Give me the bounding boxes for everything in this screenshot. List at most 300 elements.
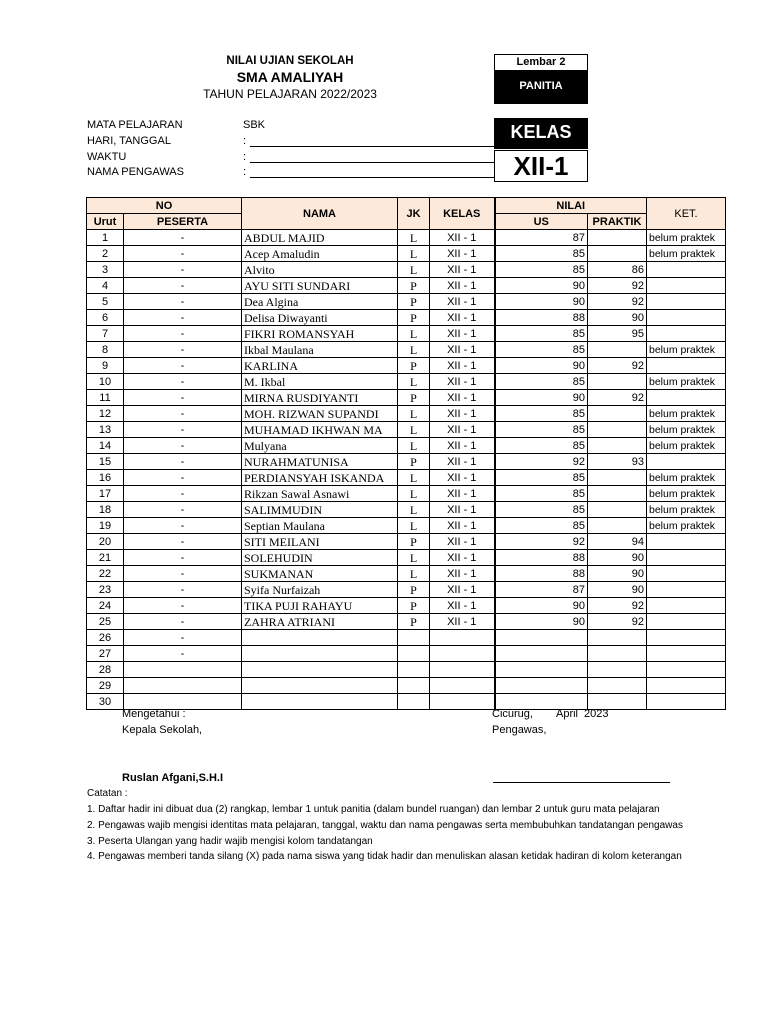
cell-ket (647, 262, 726, 278)
cell-nama: ZAHRA ATRIANI (242, 614, 398, 630)
cell-nama (242, 662, 398, 678)
cell-jk: L (398, 502, 430, 518)
cell-praktik (588, 662, 647, 678)
cell-ket: belum praktek (647, 406, 726, 422)
info-label-supervisor: NAMA PENGAWAS (87, 166, 184, 178)
cell-ket (647, 326, 726, 342)
cell-ket (647, 630, 726, 646)
kelas-value: XII-1 (494, 150, 588, 182)
cell-us: 85 (495, 486, 588, 502)
cell-urut: 25 (87, 614, 124, 630)
cell-peserta: - (124, 454, 242, 470)
cell-us: 90 (495, 614, 588, 630)
cell-jk: L (398, 422, 430, 438)
cell-peserta: - (124, 534, 242, 550)
table-row (87, 598, 726, 614)
cell-jk: L (398, 566, 430, 582)
cell-kelas: XII - 1 (430, 230, 495, 246)
cell-praktik (588, 630, 647, 646)
cell-jk: P (398, 278, 430, 294)
cell-us: 90 (495, 358, 588, 374)
cell-us: 88 (495, 566, 588, 582)
cell-praktik: 86 (588, 262, 647, 278)
date-fill-line (250, 146, 494, 147)
cell-urut: 13 (87, 422, 124, 438)
cell-peserta: - (124, 566, 242, 582)
cell-urut: 8 (87, 342, 124, 358)
cell-nama: Rikzan Sawal Asnawi (242, 486, 398, 502)
academic-year: TAHUN PELAJARAN 2022/2023 (203, 87, 377, 101)
cell-nama: SITI MEILANI (242, 534, 398, 550)
cell-us: 85 (495, 374, 588, 390)
info-value-subject: SBK (243, 119, 266, 131)
cell-peserta: - (124, 486, 242, 502)
cell-peserta: - (124, 470, 242, 486)
table-row (87, 342, 726, 358)
table-row (87, 406, 726, 422)
cell-nama: Acep Amaludin (242, 246, 398, 262)
cell-nama: Delisa Diwayanti (242, 310, 398, 326)
cell-ket (647, 582, 726, 598)
cell-urut: 29 (87, 678, 124, 694)
cell-peserta: - (124, 358, 242, 374)
info-value-supervisor: : (243, 166, 247, 178)
table-row (87, 678, 726, 694)
cell-jk: L (398, 326, 430, 342)
cell-kelas: XII - 1 (430, 598, 495, 614)
supervisor-signature-line (493, 782, 670, 783)
cell-nama: TIKA PUJI RAHAYU (242, 598, 398, 614)
cell-jk (398, 630, 430, 646)
cell-praktik: 90 (588, 566, 647, 582)
cell-kelas: XII - 1 (430, 486, 495, 502)
cell-kelas (430, 630, 495, 646)
info-label-time: WAKTU (87, 151, 127, 163)
copy-for-badge: PANITIA (494, 70, 588, 104)
cell-kelas: XII - 1 (430, 262, 495, 278)
cell-ket (647, 278, 726, 294)
header-nama: NAMA (242, 198, 398, 230)
table-row (87, 534, 726, 550)
cell-urut: 16 (87, 470, 124, 486)
cell-jk: L (398, 246, 430, 262)
cell-urut: 17 (87, 486, 124, 502)
cell-kelas: XII - 1 (430, 566, 495, 582)
table-row (87, 662, 726, 678)
cell-praktik (588, 470, 647, 486)
cell-urut: 24 (87, 598, 124, 614)
cell-nama: MIRNA RUSDIYANTI (242, 390, 398, 406)
cell-us: 88 (495, 310, 588, 326)
cell-nama: MOH. RIZWAN SUPANDI (242, 406, 398, 422)
cell-jk: L (398, 550, 430, 566)
sheet-label: Lembar 2 (494, 54, 588, 71)
cell-us: 85 (495, 406, 588, 422)
cell-kelas: XII - 1 (430, 374, 495, 390)
cell-urut: 30 (87, 694, 124, 710)
cell-kelas: XII - 1 (430, 326, 495, 342)
cell-kelas (430, 662, 495, 678)
cell-jk: P (398, 390, 430, 406)
cell-ket (647, 614, 726, 630)
cell-urut: 27 (87, 646, 124, 662)
cell-urut: 9 (87, 358, 124, 374)
cell-us: 85 (495, 262, 588, 278)
cell-jk: P (398, 454, 430, 470)
cell-jk: P (398, 598, 430, 614)
cell-peserta: - (124, 438, 242, 454)
cell-praktik: 93 (588, 454, 647, 470)
cell-us: 90 (495, 294, 588, 310)
header-praktik: PRAKTIK (588, 214, 647, 230)
cell-kelas: XII - 1 (430, 246, 495, 262)
cell-urut: 18 (87, 502, 124, 518)
cell-ket (647, 390, 726, 406)
table-row (87, 374, 726, 390)
cell-urut: 26 (87, 630, 124, 646)
cell-kelas: XII - 1 (430, 550, 495, 566)
cell-nama: Ikbal Maulana (242, 342, 398, 358)
table-row (87, 246, 726, 262)
cell-nama: SOLEHUDIN (242, 550, 398, 566)
note-item: 1. Daftar hadir ini dibuat dua (2) rangkap, lembar 1 untuk panitia (dalam bundel ruangan) dan lembar 2 untuk guru mata pelajaran (87, 804, 660, 815)
cell-urut: 23 (87, 582, 124, 598)
table-row (87, 582, 726, 598)
headmaster-title: Kepala Sekolah, (122, 724, 203, 736)
cell-ket (647, 598, 726, 614)
cell-nama (242, 678, 398, 694)
header-jk: JK (398, 198, 430, 230)
cell-jk: L (398, 438, 430, 454)
cell-jk (398, 662, 430, 678)
cell-kelas: XII - 1 (430, 294, 495, 310)
cell-ket (647, 694, 726, 710)
cell-nama (242, 646, 398, 662)
cell-jk: L (398, 486, 430, 502)
cell-ket: belum praktek (647, 486, 726, 502)
cell-jk (398, 646, 430, 662)
grades-table (86, 197, 726, 710)
cell-ket (647, 662, 726, 678)
cell-us: 85 (495, 422, 588, 438)
cell-ket (647, 550, 726, 566)
cell-urut: 21 (87, 550, 124, 566)
cell-us: 85 (495, 518, 588, 534)
cell-praktik: 90 (588, 310, 647, 326)
cell-peserta: - (124, 502, 242, 518)
table-row (87, 470, 726, 486)
cell-us (495, 646, 588, 662)
cell-kelas: XII - 1 (430, 358, 495, 374)
cell-jk: L (398, 342, 430, 358)
cell-praktik: 90 (588, 550, 647, 566)
cell-nama: KARLINA (242, 358, 398, 374)
cell-peserta: - (124, 294, 242, 310)
cell-ket: belum praktek (647, 470, 726, 486)
cell-praktik (588, 678, 647, 694)
headmaster-name: Ruslan Afgani,S.H.I (122, 772, 224, 784)
cell-urut: 10 (87, 374, 124, 390)
table-row (87, 486, 726, 502)
cell-praktik (588, 486, 647, 502)
cell-praktik: 90 (588, 582, 647, 598)
table-row (87, 566, 726, 582)
cell-praktik (588, 502, 647, 518)
cell-jk: L (398, 518, 430, 534)
cell-kelas: XII - 1 (430, 422, 495, 438)
cell-peserta: - (124, 310, 242, 326)
cell-kelas: XII - 1 (430, 582, 495, 598)
cell-praktik: 92 (588, 598, 647, 614)
cell-nama: Dea Algina (242, 294, 398, 310)
cell-kelas: XII - 1 (430, 342, 495, 358)
cell-peserta: - (124, 278, 242, 294)
cell-praktik (588, 646, 647, 662)
cell-ket (647, 646, 726, 662)
cell-peserta: - (124, 582, 242, 598)
cell-jk (398, 694, 430, 710)
cell-ket (647, 294, 726, 310)
cell-praktik (588, 518, 647, 534)
cell-urut: 11 (87, 390, 124, 406)
cell-praktik: 92 (588, 358, 647, 374)
cell-nama: MUHAMAD IKHWAN MA (242, 422, 398, 438)
table-row (87, 438, 726, 454)
cell-praktik (588, 246, 647, 262)
header-us: US (495, 214, 588, 230)
cell-us: 85 (495, 246, 588, 262)
cell-peserta: - (124, 390, 242, 406)
cell-kelas: XII - 1 (430, 502, 495, 518)
cell-us: 85 (495, 502, 588, 518)
cell-kelas: XII - 1 (430, 310, 495, 326)
signing-year: 2023 (584, 708, 609, 720)
cell-nama: ABDUL MAJID (242, 230, 398, 246)
cell-peserta: - (124, 406, 242, 422)
cell-urut: 1 (87, 230, 124, 246)
cell-peserta: - (124, 646, 242, 662)
cell-kelas (430, 678, 495, 694)
supervisor-fill-line (250, 177, 494, 178)
cell-nama: Syifa Nurfaizah (242, 582, 398, 598)
cell-us: 85 (495, 470, 588, 486)
cell-us: 92 (495, 454, 588, 470)
cell-jk: P (398, 614, 430, 630)
cell-us: 85 (495, 438, 588, 454)
cell-jk: P (398, 358, 430, 374)
header-kelas: KELAS (430, 198, 495, 230)
kelas-label: KELAS (494, 118, 588, 149)
cell-nama (242, 630, 398, 646)
cell-jk: L (398, 470, 430, 486)
cell-peserta: - (124, 326, 242, 342)
table-row (87, 230, 726, 246)
cell-urut: 22 (87, 566, 124, 582)
notes-heading: Catatan : (87, 788, 128, 799)
cell-ket (647, 566, 726, 582)
cell-peserta (124, 678, 242, 694)
cell-urut: 2 (87, 246, 124, 262)
cell-nama (242, 694, 398, 710)
cell-kelas: XII - 1 (430, 390, 495, 406)
cell-nama: M. Ikbal (242, 374, 398, 390)
info-label-subject: MATA PELAJARAN (87, 119, 183, 131)
table-row (87, 518, 726, 534)
cell-us (495, 662, 588, 678)
cell-peserta: - (124, 262, 242, 278)
cell-peserta: - (124, 422, 242, 438)
cell-kelas: XII - 1 (430, 406, 495, 422)
exam-title: NILAI UJIAN SEKOLAH (226, 55, 354, 67)
cell-praktik: 92 (588, 614, 647, 630)
cell-praktik (588, 342, 647, 358)
cell-jk: L (398, 262, 430, 278)
header-ket: KET. (647, 198, 726, 230)
cell-praktik: 92 (588, 390, 647, 406)
cell-kelas: XII - 1 (430, 614, 495, 630)
cell-peserta: - (124, 246, 242, 262)
cell-kelas: XII - 1 (430, 438, 495, 454)
table-row (87, 358, 726, 374)
signing-month: April (556, 708, 579, 720)
cell-nama: Mulyana (242, 438, 398, 454)
cell-nama: AYU SITI SUNDARI (242, 278, 398, 294)
cell-urut: 6 (87, 310, 124, 326)
table-row (87, 262, 726, 278)
header-no: NO (87, 198, 242, 214)
cell-nama: NURAHMATUNISA (242, 454, 398, 470)
cell-us: 85 (495, 342, 588, 358)
cell-nama: Septian Maulana (242, 518, 398, 534)
cell-ket: belum praktek (647, 374, 726, 390)
header-nilai: NILAI (495, 198, 647, 214)
cell-jk: P (398, 534, 430, 550)
cell-jk: L (398, 374, 430, 390)
grades-table-body (87, 230, 726, 710)
cell-us: 85 (495, 326, 588, 342)
table-row (87, 390, 726, 406)
cell-praktik: 92 (588, 294, 647, 310)
cell-peserta: - (124, 598, 242, 614)
cell-peserta (124, 662, 242, 678)
cell-nama: SALIMMUDIN (242, 502, 398, 518)
cell-us (495, 678, 588, 694)
cell-peserta: - (124, 342, 242, 358)
school-name: SMA AMALIYAH (236, 69, 344, 85)
cell-nama: PERDIANSYAH ISKANDA (242, 470, 398, 486)
cell-urut: 5 (87, 294, 124, 310)
cell-praktik (588, 406, 647, 422)
note-item: 3. Peserta Ulangan yang hadir wajib mengisi kolom tandatangan (87, 836, 373, 847)
note-item: 2. Pengawas wajib mengisi identitas mata pelajaran, tanggal, waktu dan nama pengawas serta membubuhkan tandatangan pengawas (87, 820, 683, 831)
cell-nama: FIKRI ROMANSYAH (242, 326, 398, 342)
cell-nama: SUKMANAN (242, 566, 398, 582)
cell-urut: 7 (87, 326, 124, 342)
cell-ket (647, 678, 726, 694)
cell-praktik (588, 374, 647, 390)
cell-ket: belum praktek (647, 230, 726, 246)
acknowledged-label: Mengetahui : (122, 708, 186, 720)
cell-kelas (430, 694, 495, 710)
cell-kelas: XII - 1 (430, 534, 495, 550)
table-row (87, 502, 726, 518)
cell-jk (398, 678, 430, 694)
cell-praktik (588, 422, 647, 438)
cell-peserta: - (124, 518, 242, 534)
cell-kelas: XII - 1 (430, 470, 495, 486)
table-row (87, 630, 726, 646)
cell-us: 87 (495, 582, 588, 598)
time-fill-line (250, 162, 494, 163)
cell-us: 92 (495, 534, 588, 550)
cell-praktik: 95 (588, 326, 647, 342)
cell-peserta: - (124, 230, 242, 246)
table-row (87, 422, 726, 438)
cell-peserta: - (124, 614, 242, 630)
table-row (87, 278, 726, 294)
info-value-time: : (243, 151, 247, 163)
cell-us: 90 (495, 390, 588, 406)
table-row (87, 326, 726, 342)
table-row (87, 614, 726, 630)
cell-jk: P (398, 310, 430, 326)
table-row (87, 454, 726, 470)
cell-us (495, 630, 588, 646)
header-peserta: PESERTA (124, 214, 242, 230)
cell-urut: 15 (87, 454, 124, 470)
cell-jk: P (398, 294, 430, 310)
cell-ket: belum praktek (647, 246, 726, 262)
cell-ket: belum praktek (647, 342, 726, 358)
cell-urut: 20 (87, 534, 124, 550)
info-label-date: HARI, TANGGAL (87, 135, 171, 147)
info-value-date: : (243, 135, 247, 147)
cell-praktik: 94 (588, 534, 647, 550)
cell-ket: belum praktek (647, 438, 726, 454)
cell-kelas: XII - 1 (430, 518, 495, 534)
supervisor-title: Pengawas, (492, 724, 547, 736)
cell-peserta: - (124, 630, 242, 646)
cell-us: 87 (495, 230, 588, 246)
cell-praktik (588, 230, 647, 246)
cell-urut: 14 (87, 438, 124, 454)
cell-urut: 19 (87, 518, 124, 534)
cell-urut: 4 (87, 278, 124, 294)
cell-praktik: 92 (588, 278, 647, 294)
cell-ket (647, 534, 726, 550)
table-row (87, 294, 726, 310)
cell-ket: belum praktek (647, 422, 726, 438)
cell-urut: 3 (87, 262, 124, 278)
cell-urut: 28 (87, 662, 124, 678)
cell-kelas: XII - 1 (430, 278, 495, 294)
cell-urut: 12 (87, 406, 124, 422)
cell-us: 88 (495, 550, 588, 566)
cell-jk: L (398, 230, 430, 246)
cell-ket (647, 454, 726, 470)
table-row (87, 550, 726, 566)
cell-ket (647, 310, 726, 326)
table-row (87, 646, 726, 662)
cell-jk: P (398, 582, 430, 598)
cell-nama: Alvito (242, 262, 398, 278)
cell-us: 90 (495, 598, 588, 614)
cell-ket: belum praktek (647, 518, 726, 534)
cell-jk: L (398, 406, 430, 422)
cell-kelas: XII - 1 (430, 454, 495, 470)
cell-praktik (588, 438, 647, 454)
header-urut: Urut (87, 214, 124, 230)
